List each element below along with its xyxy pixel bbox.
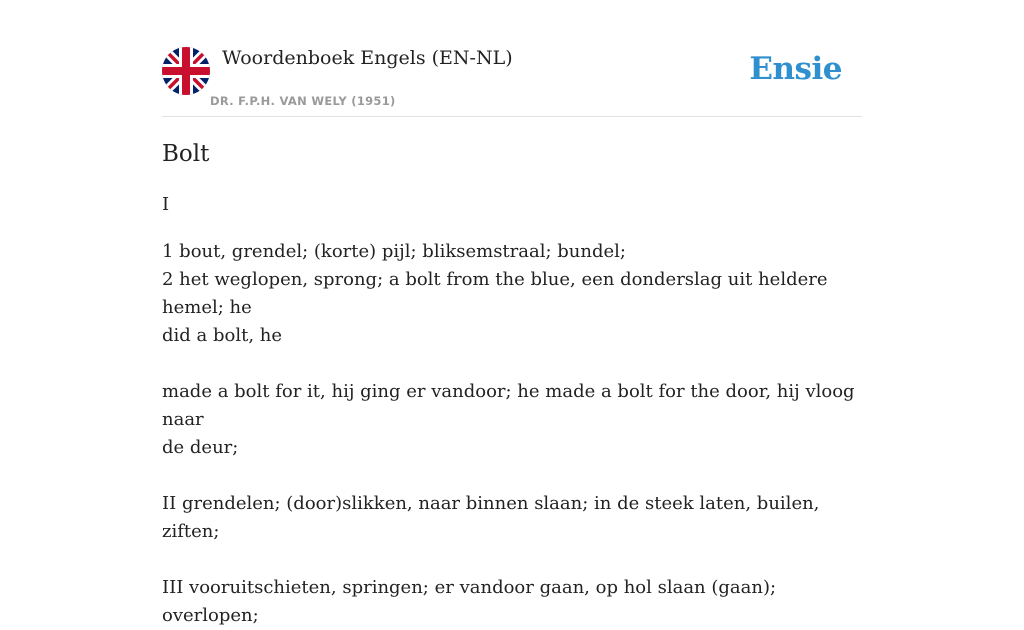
entry-headword: Bolt <box>162 141 210 167</box>
dictionary-author: DR. F.P.H. VAN WELY (1951) <box>210 94 396 108</box>
definition-2-line-1: 2 het weglopen, sprong; a bolt from the blue, een donderslag uit heldere hemel; he <box>162 269 828 318</box>
section-i-label: I <box>162 194 170 215</box>
page <box>162 0 862 626</box>
uk-flag-icon <box>162 47 210 95</box>
section-ii-text: II grendelen; (door)slikken, naar binnen slaan; in de steek laten, builen, ziften; <box>162 493 820 542</box>
definition-3-line-1: made a bolt for it, hij ging er vandoor; he made a bolt for the door, hij vloog naar <box>162 381 855 430</box>
dictionary-title[interactable]: Woordenboek Engels (EN-NL) <box>222 47 513 69</box>
definition-1: 1 bout, grendel; (korte) pijl; bliksemstraal; bundel; <box>162 241 626 262</box>
definition-2-line-2: did a bolt, he <box>162 325 283 346</box>
section-iii-text: III vooruitschieten, springen; er vandoor gaan, op hol slaan (gaan); overlopen; <box>162 577 777 626</box>
ensie-logo-link[interactable]: Ensie <box>749 51 842 87</box>
definition-3-line-2: de deur; <box>162 437 239 458</box>
entry-definition <box>162 191 862 630</box>
dictionary-header <box>162 0 862 117</box>
